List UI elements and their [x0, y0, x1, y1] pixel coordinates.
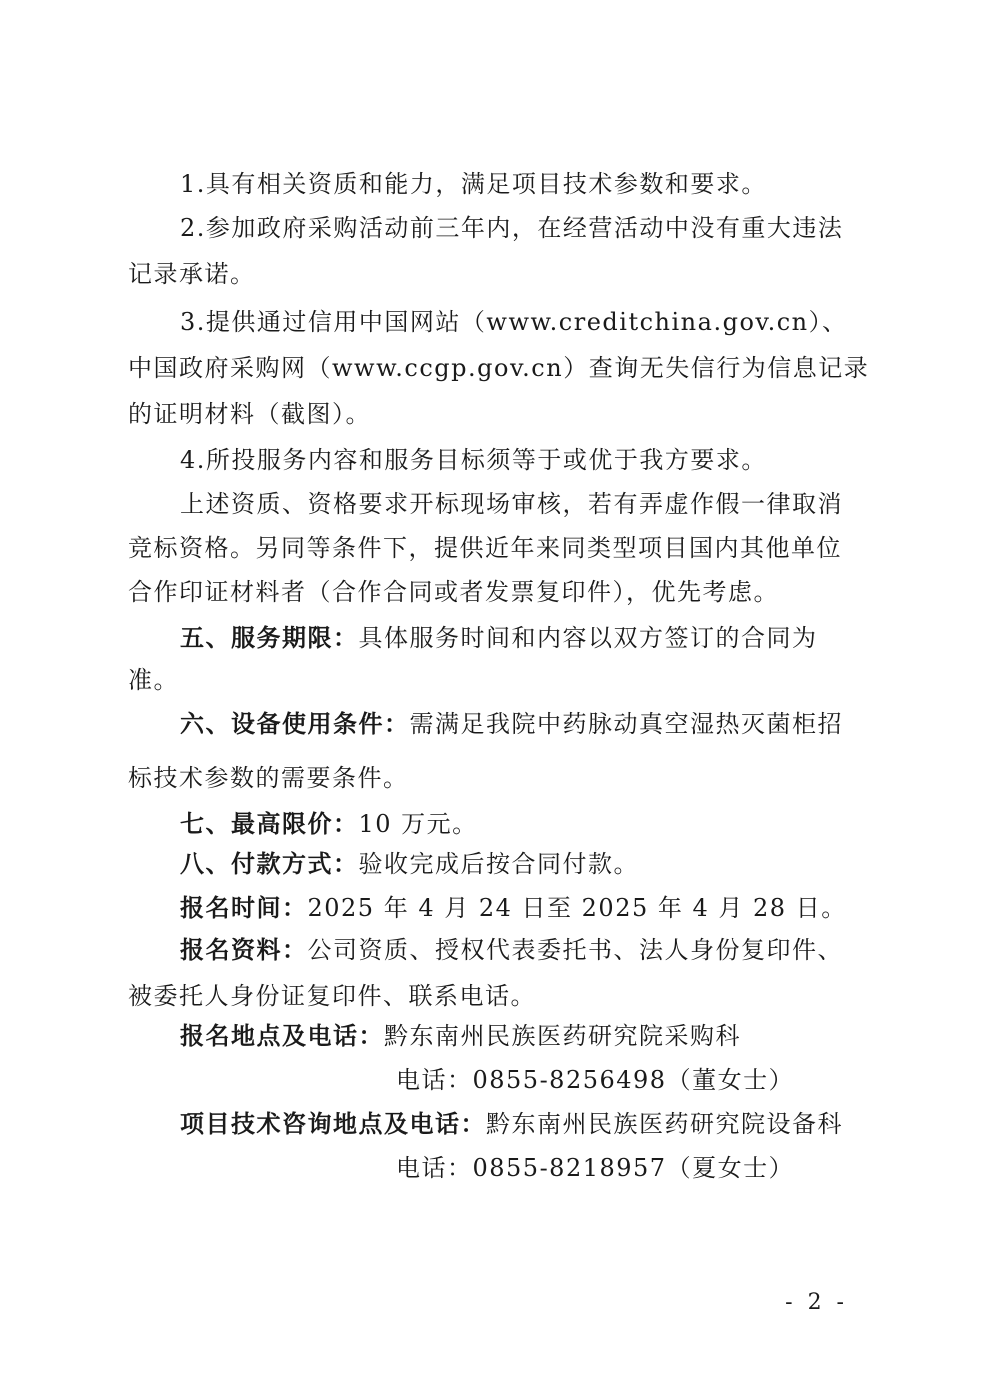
- page-number: - 2 -: [785, 1290, 848, 1315]
- section-6-line-1: [180, 708, 863, 740]
- review-paragraph-line-1: 上述资质、资格要求开标现场审核，若有弄虚作假一律取消: [180, 490, 843, 518]
- requirement-item-2-line-2: 记录承诺。: [128, 260, 256, 288]
- technical-contact-phone: 电话：0855-8218957（夏女士）: [396, 1154, 795, 1182]
- requirement-item-3-line-1: 3.提供通过信用中国网站（www.creditchina.gov.cn）、: [180, 308, 848, 336]
- technical-contact-heading: 项目技术咨询地点及电话：: [180, 1110, 486, 1138]
- technical-contact: [180, 1108, 863, 1140]
- review-paragraph-line-2: 竞标资格。另同等条件下，提供近年来同类型项目国内其他单位: [128, 534, 842, 562]
- section-6-line-2: 标技术参数的需要条件。: [128, 764, 409, 792]
- section-8-heading: 八、付款方式：: [180, 850, 359, 878]
- requirement-item-3-line-3: 的证明材料（截图）。: [128, 400, 371, 428]
- registration-materials-line-2: 被委托人身份证复印件、联系电话。: [128, 982, 536, 1010]
- registration-contact-heading: 报名地点及电话：: [180, 1022, 384, 1050]
- registration-time-text: 2025 年 4 月 24 日至 2025 年 4 月 28 日。: [307, 894, 847, 922]
- requirement-item-3-line-2: 中国政府采购网（www.ccgp.gov.cn）查询无失信行为信息记录: [128, 354, 870, 382]
- registration-contact-phone: 电话：0855-8256498（董女士）: [396, 1066, 795, 1094]
- requirement-item-2-line-1: 2.参加政府采购活动前三年内，在经营活动中没有重大违法: [180, 214, 844, 242]
- section-6-text: 需满足我院中药脉动真空湿热灭菌柜招: [409, 710, 843, 738]
- section-7-text: 10 万元。: [358, 810, 478, 838]
- section-8: [180, 848, 863, 880]
- section-5-line-2: 准。: [128, 666, 179, 694]
- section-7-heading: 七、最高限价：: [180, 810, 359, 838]
- registration-materials-text: 公司资质、授权代表委托书、法人身份复印件、: [307, 936, 843, 964]
- registration-contact: [180, 1020, 863, 1052]
- requirement-item-1: 1.具有相关资质和能力，满足项目技术参数和要求。: [180, 170, 767, 198]
- section-5-text: 具体服务时间和内容以双方签订的合同为: [358, 624, 818, 652]
- review-paragraph-line-3: 合作印证材料者（合作合同或者发票复印件），优先考虑。: [128, 578, 779, 606]
- section-5-heading: 五、服务期限：: [180, 624, 359, 652]
- registration-time-heading: 报名时间：: [180, 894, 308, 922]
- registration-time: [180, 892, 863, 924]
- registration-materials-line-1: [180, 934, 863, 966]
- registration-materials-heading: 报名资料：: [180, 936, 308, 964]
- section-8-text: 验收完成后按合同付款。: [358, 850, 639, 878]
- registration-contact-place: 黔东南州民族医药研究院采购科: [384, 1022, 741, 1050]
- technical-contact-place: 黔东南州民族医药研究院设备科: [486, 1110, 843, 1138]
- section-5-line-1: [180, 622, 863, 654]
- requirement-item-4: 4.所投服务内容和服务目标须等于或优于我方要求。: [180, 446, 767, 474]
- section-6-heading: 六、设备使用条件：: [180, 710, 410, 738]
- section-7: [180, 808, 863, 840]
